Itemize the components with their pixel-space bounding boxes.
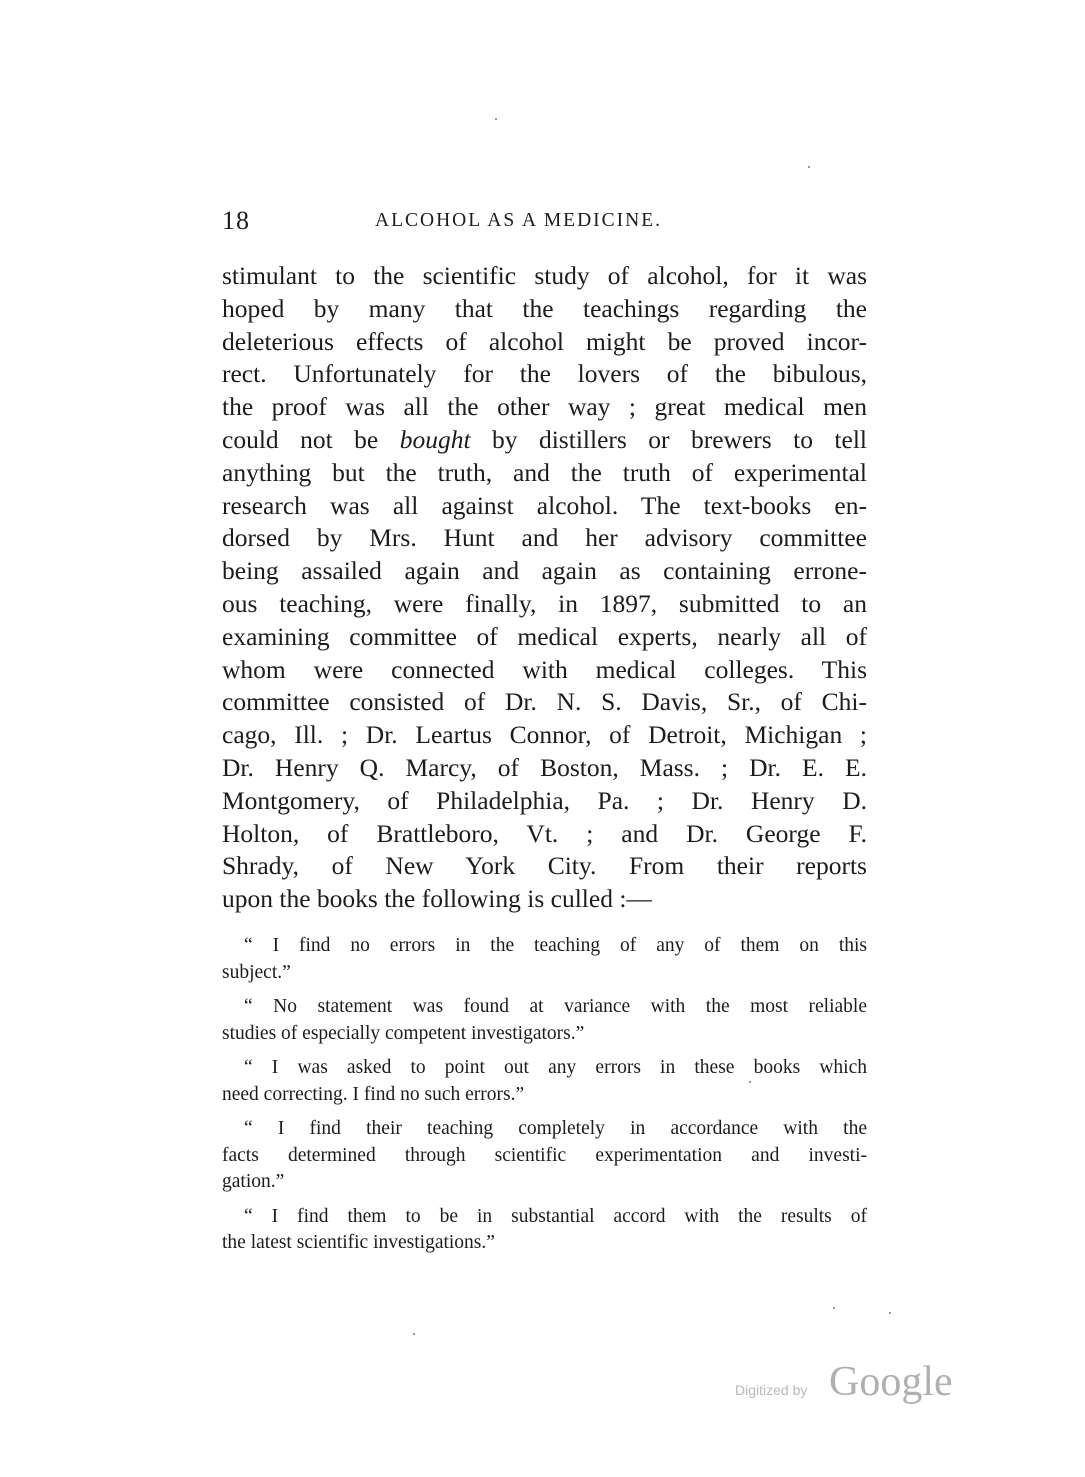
body-line: Dr. Henry Q. Marcy, of Boston, Mass. ; Dr. E. E. xyxy=(222,752,867,782)
scan-speck xyxy=(749,1081,751,1083)
body-line: anything but the truth, and the truth of experimental xyxy=(222,457,867,487)
scan-speck xyxy=(495,118,497,120)
body-line: upon the books the following is culled :— xyxy=(222,884,652,914)
google-logo: Google xyxy=(829,1359,953,1405)
page-number: 18 xyxy=(222,206,250,235)
body-line-part: could not be xyxy=(222,424,379,454)
running-title: ALCOHOL AS A MEDICINE. xyxy=(375,210,663,231)
body-line-with-italic xyxy=(222,424,867,457)
body-line-part: by distillers or brewers to tell xyxy=(492,424,868,454)
body-line: the proof was all the other way ; great medical men xyxy=(222,392,867,422)
body-line: stimulant to the scientific study of alcohol, for it was xyxy=(222,261,867,290)
body-line: dorsed by Mrs. Hunt and her advisory committee xyxy=(222,523,867,553)
body-line: rect. Unfortunately for the lovers of the bibulous, xyxy=(222,359,867,389)
quotation xyxy=(222,1055,867,1108)
scan-speck xyxy=(833,1307,835,1309)
quotations-block xyxy=(222,933,867,1265)
quote-line: facts determined through scientific experimentation and investi- xyxy=(222,1144,867,1166)
quote-line: “ I find them to be in substantial accord with the results of xyxy=(244,1205,867,1227)
body-line: research was all against alcohol. The text-books en- xyxy=(222,490,867,520)
body-line: committee consisted of Dr. N. S. Davis, Sr., of Chi- xyxy=(222,687,867,717)
scan-speck xyxy=(413,1333,415,1335)
quote-line: “ I find their teaching completely in accordance with the xyxy=(244,1118,867,1139)
scan-speck xyxy=(889,1312,891,1314)
body-line: hoped by many that the teachings regarding the xyxy=(222,293,867,323)
body-line: Shrady, of New York City. From their reports xyxy=(222,851,867,881)
quotation xyxy=(222,933,867,986)
quote-line: subject.” xyxy=(222,961,291,983)
quote-line: “ No statement was found at variance with the most reliable xyxy=(244,996,867,1017)
quote-line: studies of especially competent investigators.” xyxy=(222,1022,585,1044)
body-line: whom were connected with medical colleges. This xyxy=(222,654,867,684)
quotation xyxy=(222,1116,867,1196)
body-line: deleterious effects of alcohol might be proved incor- xyxy=(222,326,867,356)
quote-line: gation.” xyxy=(222,1171,285,1192)
watermark-prefix: Digitized by xyxy=(735,1382,808,1398)
body-line: Holton, of Brattleboro, Vt. ; and Dr. George F. xyxy=(222,818,867,848)
body-line: Montgomery, of Philadelphia, Pa. ; Dr. Henry D. xyxy=(222,785,867,815)
body-line: being assailed again and again as containing errone- xyxy=(222,556,867,586)
body-line: cago, Ill. ; Dr. Leartus Connor, of Detroit, Michigan ; xyxy=(222,720,867,750)
quote-line: “ I find no errors in the teaching of any of them on this xyxy=(244,935,867,956)
quote-line: need correcting. I find no such errors.” xyxy=(222,1083,525,1105)
quote-line: “ I was asked to point out any errors in these books which xyxy=(244,1057,867,1078)
scan-speck xyxy=(808,166,810,168)
quotation xyxy=(222,1204,867,1257)
body-line: examining committee of medical experts, nearly all of xyxy=(222,621,867,651)
body-paragraph xyxy=(222,260,867,916)
quote-line: the latest scientific investigations.” xyxy=(222,1232,495,1253)
running-head xyxy=(222,206,867,240)
body-line: ous teaching, were finally, in 1897, submitted to an xyxy=(222,588,867,618)
italic-emphasis: bought xyxy=(399,424,471,454)
quotation xyxy=(222,994,867,1047)
